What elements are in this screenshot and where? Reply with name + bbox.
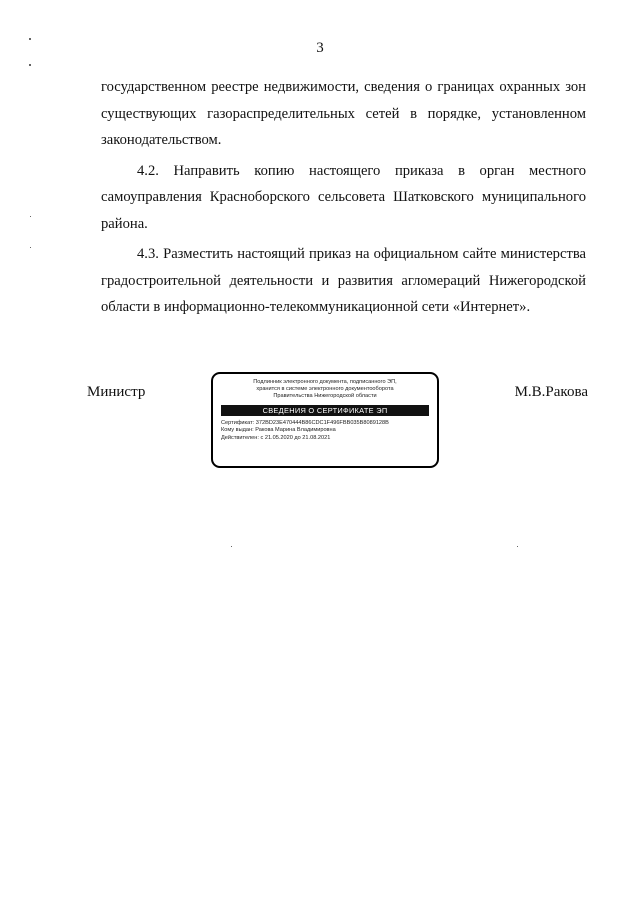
stamp-notice bbox=[221, 379, 429, 401]
stamp-certificate: Сертификат: 372BD23E470444B86CDC1F496FBB035B8089128B bbox=[221, 419, 389, 426]
scan-speck bbox=[517, 546, 518, 547]
paragraph-4-3: 4.3. Разместить настоящий приказ на официальном сайте министерства градостроительной деятельности и развития агломераций Нижегородской области в информационно-телекоммуникационной сети «Интернет». bbox=[101, 246, 586, 315]
scan-speck bbox=[231, 546, 232, 547]
scan-speck bbox=[29, 64, 31, 66]
page-number: 3 bbox=[316, 40, 324, 56]
scan-speck bbox=[30, 216, 31, 217]
stamp-details bbox=[221, 420, 429, 443]
stamp-notice-line: Правительства Нижегородской области bbox=[273, 393, 377, 400]
stamp-issued-to: Кому выдан: Ракова Марина Владимировна bbox=[221, 427, 336, 434]
signature-block bbox=[0, 379, 640, 494]
stamp-validity: Действителен: с 21.05.2020 до 21.08.2021 bbox=[221, 434, 331, 441]
signatory-name: М.В.Ракова bbox=[514, 384, 588, 400]
electronic-signature-stamp bbox=[211, 372, 439, 468]
scan-speck bbox=[30, 247, 31, 248]
stamp-header: СВЕДЕНИЯ О СЕРТИФИКАТЕ ЭП bbox=[221, 405, 429, 416]
paragraph-continuation: государственном реестре недвижимости, сведения о границах охранных зон существующих газораспределительных сетей в порядке, установленном законодательством. bbox=[101, 79, 586, 148]
scan-speck bbox=[29, 38, 31, 40]
signatory-role: Министр bbox=[87, 384, 146, 400]
document-body bbox=[101, 74, 586, 325]
stamp-notice-line: Подлинник электронного документа, подписанного ЭП, bbox=[253, 379, 397, 385]
stamp-notice-line: хранится в системе электронного документооборота bbox=[256, 386, 394, 393]
paragraph-4-2: 4.2. Направить копию настоящего приказа в орган местного самоуправления Красноборского сельсовета Шатковского муниципального района. bbox=[101, 162, 586, 232]
